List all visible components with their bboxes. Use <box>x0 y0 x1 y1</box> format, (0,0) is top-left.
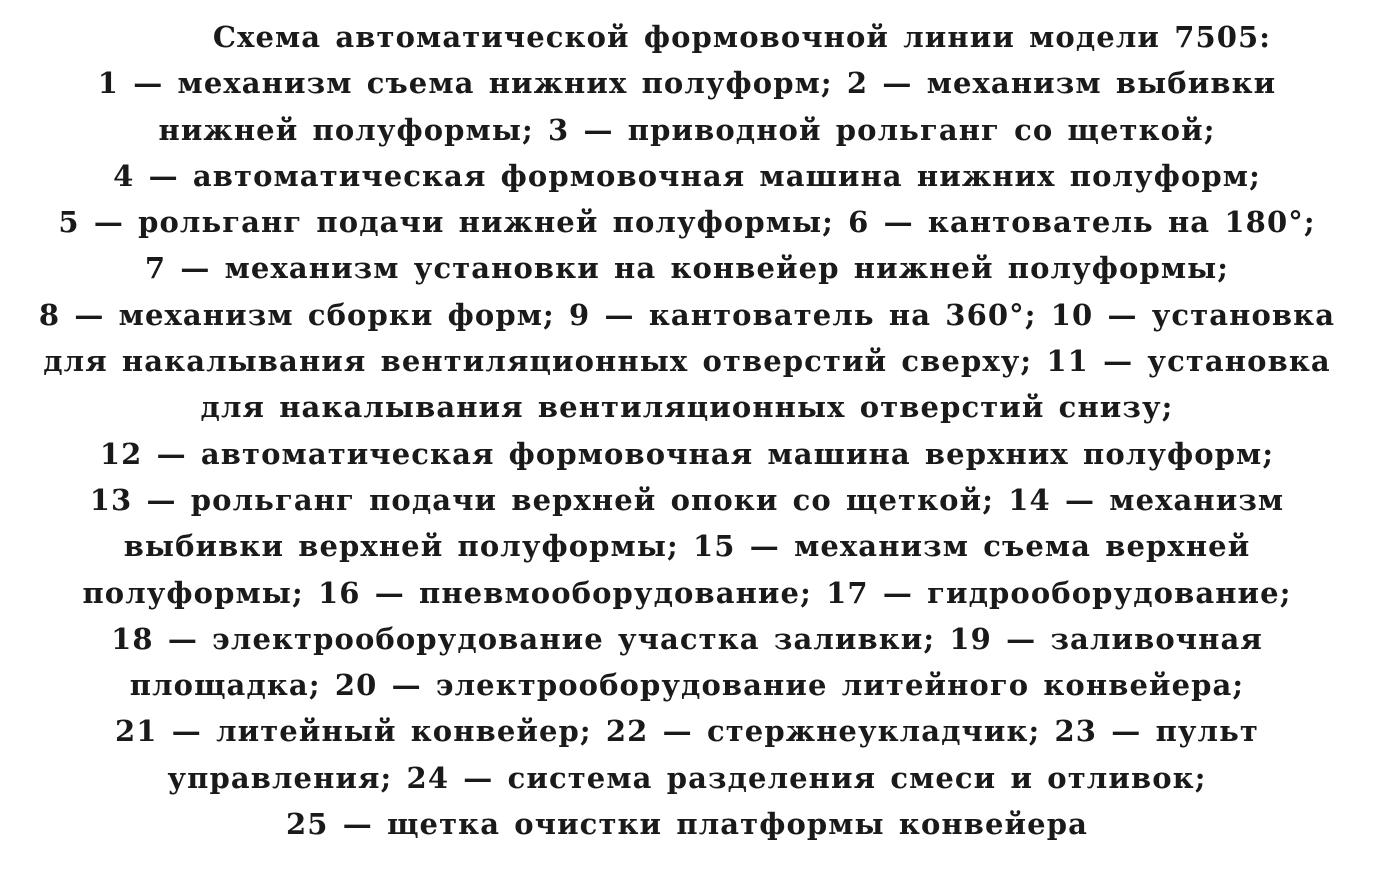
caption-line: 12 — автоматическая формовочная машина верхних полуформ; <box>99 436 1275 471</box>
caption-line: площадка; 20 — электрооборудование литейного конвейера; <box>129 668 1245 703</box>
caption-title: Схема автоматической формовочной линии модели 7505: <box>212 20 1272 54</box>
caption-line: 8 — механизм сборки форм; 9 — кантователь на 360°; 10 — установка <box>38 297 1336 332</box>
caption-line: управления; 24 — система разделения смеси и отливок; <box>167 760 1207 795</box>
caption-line: 18 — электрооборудование участка заливки; 19 — заливочная <box>111 621 1263 656</box>
caption-line: 7 — механизм установки на конвейер нижней полуформы; <box>144 251 1230 286</box>
caption-line: выбивки верхней полуформы; 15 — механизм съема верхней <box>123 529 1251 564</box>
caption-line: 13 — рольганг подачи верхней опоки со щеткой; 14 — механизм <box>89 482 1285 517</box>
caption-line: полуформы; 16 — пневмооборудование; 17 — гидрооборудование; <box>82 575 1292 610</box>
caption-line: для накалывания вентиляционных отверстий снизу; <box>200 390 1174 425</box>
caption-line: 21 — литейный конвейер; 22 — стержнеукладчик; 23 — пульт <box>115 714 1259 749</box>
caption-line: 25 — щетка очистки платформы конвейера <box>286 807 1088 842</box>
caption-line: 1 — механизм съема нижних полуформ; 2 — механизм выбивки <box>97 66 1277 101</box>
caption-line: для накалывания вентиляционных отверстий сверху; 11 — установка <box>43 344 1331 379</box>
caption-line: нижней полуформы; 3 — приводной рольганг со щеткой; <box>158 112 1216 147</box>
caption-line: 4 — автоматическая формовочная машина нижних полуформ; <box>113 158 1261 193</box>
figure-caption <box>0 14 1374 847</box>
caption-line: 5 — рольганг подачи нижней полуформы; 6 — кантователь на 180°; <box>58 205 1316 240</box>
